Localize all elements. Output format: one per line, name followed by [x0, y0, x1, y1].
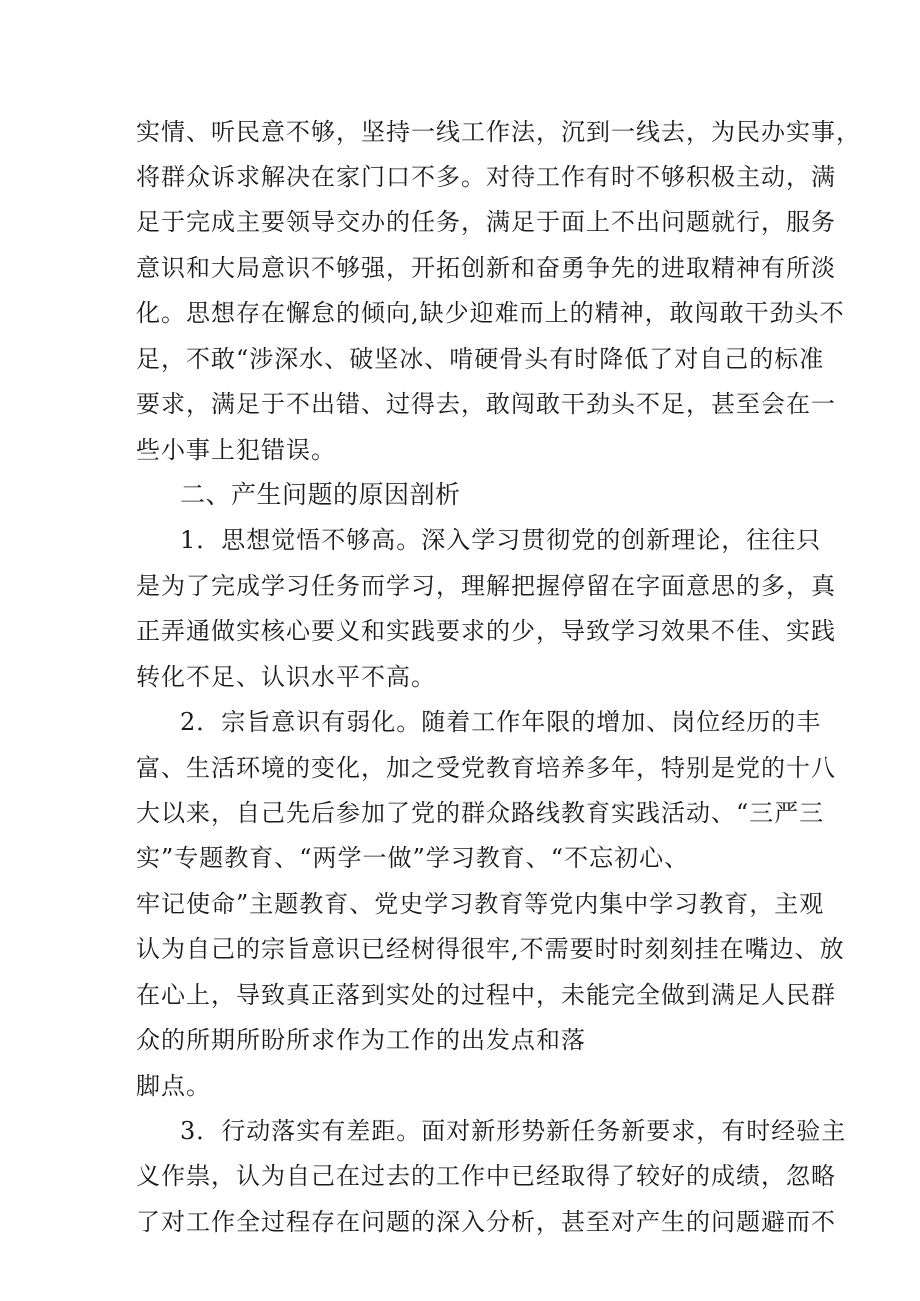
text-line-14: 2．宗旨意识有弱化。随着工作年限的增加、岗位经历的丰: [180, 708, 822, 736]
text-line-23: 3．行动落实有差距。面对新形势新任务新要求，有时经验主: [180, 1117, 847, 1145]
text-line-6: 足，不敢“涉深水、破坚冰、啃硬骨头有时降低了对自己的标准: [136, 345, 825, 373]
text-line-20: 在心上，导致真正落到实处的过程中，未能完全做到满足人民群: [136, 981, 836, 1009]
text-line-13: 转化不足、认识水平不高。: [136, 663, 436, 691]
text-line-4: 意识和大局意识不够强，开拓创新和奋勇争先的进取精神有所淡: [136, 254, 836, 282]
text-line-1: 实情、听民意不够，坚持一线工作法，沉到一线去，为民办实事，: [136, 118, 861, 146]
text-line-3: 足于完成主要领导交办的任务，满足于面上不出问题就行，服务: [136, 208, 836, 236]
text-line-12: 正弄通做实核心要义和实践要求的少，导致学习效果不佳、实践: [136, 617, 836, 645]
text-line-2: 将群众诉求解决在家门口不多。对待工作有时不够积极主动，满: [136, 163, 836, 191]
text-line-7: 要求，满足于不出错、过得去，敢闯敢干劲头不足，甚至会在一: [136, 390, 836, 418]
text-line-19: 认为自己的宗旨意识已经树得很牢,不需要时时刻刻挂在嘴边、放: [136, 935, 845, 963]
text-line-21: 众的所期所盼所求作为工作的出发点和落: [136, 1026, 586, 1054]
text-line-15: 富、生活环境的变化，加之受党教育培养多年，特别是党的十八: [136, 754, 836, 782]
section-heading: 二、产生问题的原因剖析: [180, 480, 461, 509]
text-line-5: 化。思想存在懈怠的倾向,缺少迎难而上的精神，敢闯敢干劲头不: [136, 299, 845, 327]
text-line-17: 实”专题教育、“两学一做”学习教育、“不忘初心、: [136, 844, 690, 872]
text-line-10: 1．思想觉悟不够高。深入学习贯彻党的创新理论，往往只: [180, 526, 822, 554]
text-line-8: 些小事上犯错误。: [136, 436, 336, 464]
text-line-22: 脚点。: [136, 1072, 211, 1100]
text-line-18: 牢记使命”主题教育、党史学习教育等党内集中学习教育，主观: [136, 890, 825, 918]
text-line-16: 大以来，自己先后参加了党的群众路线教育实践活动、“三严三: [136, 799, 825, 827]
text-line-11: 是为了完成学习任务而学习，理解把握停留在字面意思的多，真: [136, 572, 836, 600]
text-line-25: 了对工作全过程存在问题的深入分析，甚至对产生的问题避而不: [136, 1208, 836, 1236]
text-line-24: 义作祟，认为自己在过去的工作中已经取得了较好的成绩，忽略: [136, 1162, 836, 1190]
